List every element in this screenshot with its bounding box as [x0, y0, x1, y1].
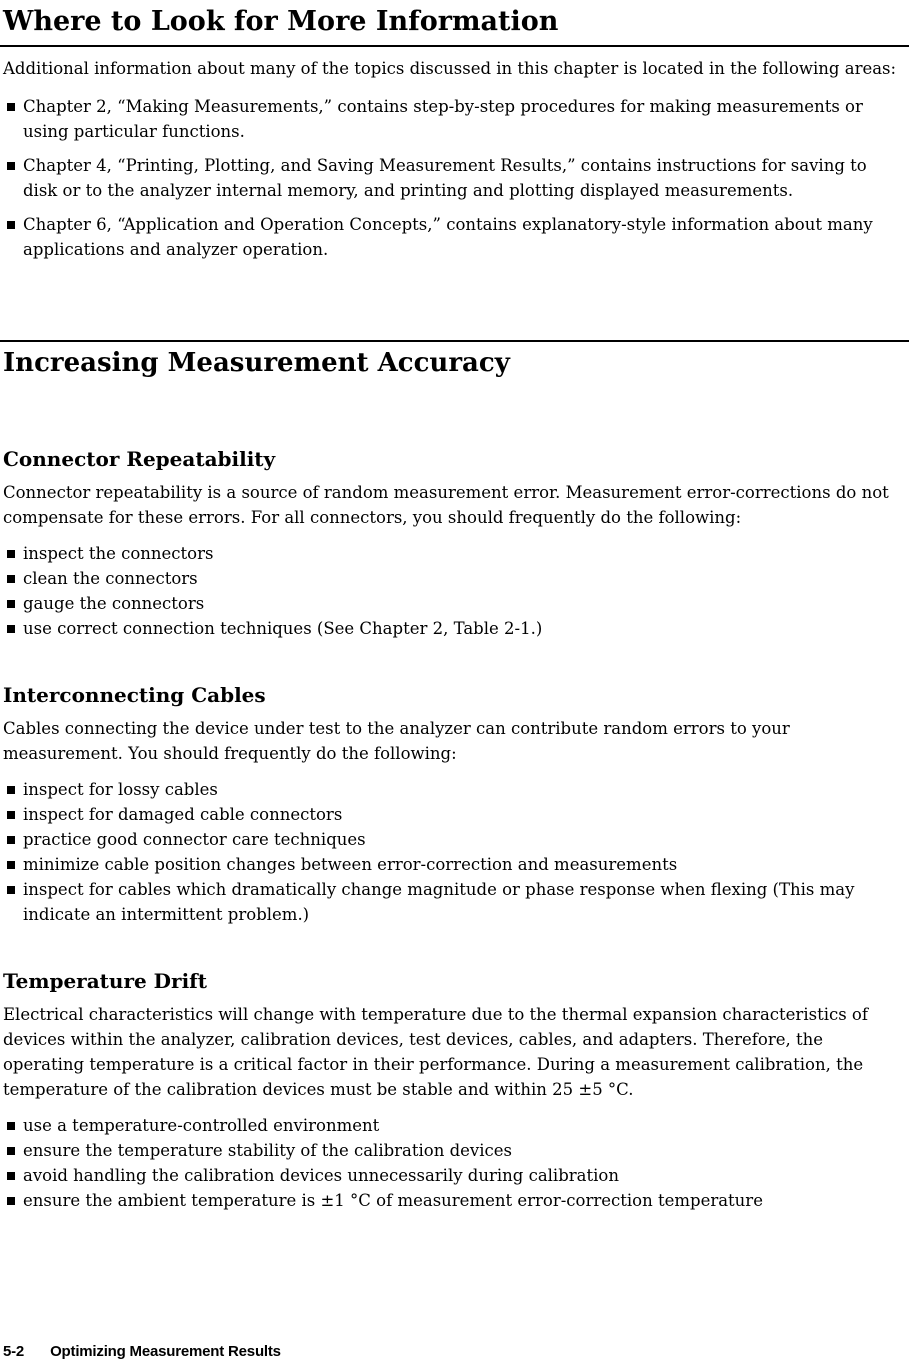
- page-title: Where to Look for More Information: [3, 6, 559, 37]
- section-title: Increasing Measurement Accuracy: [3, 348, 510, 378]
- list-item: [0, 153, 909, 203]
- list-item: [0, 777, 909, 802]
- list-item-text: clean the connectors: [23, 569, 198, 588]
- square-bullet-icon: [7, 550, 15, 558]
- list-item: [0, 1113, 909, 1138]
- square-bullet-icon: [7, 162, 15, 170]
- list-item: [0, 1163, 909, 1188]
- chapter-references-list: [0, 94, 909, 262]
- square-bullet-icon: [7, 1147, 15, 1155]
- list-item-text: Chapter 6, “Application and Operation Concepts,” contains explanatory-style information about many applications and analyzer operation.: [23, 215, 873, 259]
- list-item: [0, 1188, 909, 1213]
- list-item-text: gauge the connectors: [23, 594, 205, 613]
- square-bullet-icon: [7, 1122, 15, 1130]
- temperature-checklist: [0, 1113, 909, 1213]
- list-item: [0, 827, 909, 852]
- subsection-title-connector-repeatability: Connector Repeatability: [3, 447, 276, 471]
- temperature-paragraph: Electrical characteristics will change with temperature due to the thermal expansion characteristics of devices within the analyzer, calibration devices, test devices, cables, and adapters. Therefore, the operating temperature is a critical factor in their performance. During a measurement calibration, the temperature of the calibration devices must be stable and within 25 ±5 °C.: [3, 1005, 868, 1099]
- footer-page-number: 5-2: [3, 1343, 25, 1360]
- list-item: [0, 852, 909, 877]
- page-footer: [3, 1343, 281, 1361]
- square-bullet-icon: [7, 886, 15, 894]
- list-item: [0, 877, 909, 927]
- square-bullet-icon: [7, 1172, 15, 1180]
- list-item-text: inspect for cables which dramatically change magnitude or phase response when flexing (This may indicate an intermittent problem.): [23, 880, 855, 924]
- section-divider-rule: [0, 340, 909, 342]
- connector-checklist: [0, 541, 909, 641]
- list-item-text: avoid handling the calibration devices unnecessarily during calibration: [23, 1166, 619, 1185]
- list-item-text: ensure the temperature stability of the calibration devices: [23, 1141, 513, 1160]
- subsection-title-temperature-drift: Temperature Drift: [3, 969, 208, 993]
- connector-paragraph: Connector repeatability is a source of random measurement error. Measurement error-corrections do not compensate for these errors. For all connectors, you should frequently do the following:: [3, 483, 889, 527]
- list-item-text: inspect for damaged cable connectors: [23, 805, 343, 824]
- list-item: [0, 591, 909, 616]
- list-item-text: use correct connection techniques (See Chapter 2, Table 2-1.): [23, 619, 543, 638]
- cables-paragraph: Cables connecting the device under test to the analyzer can contribute random errors to your measurement. You should frequently do the following:: [3, 719, 790, 763]
- square-bullet-icon: [7, 103, 15, 111]
- list-item: [0, 566, 909, 591]
- list-item: [0, 1138, 909, 1163]
- title-rule: [0, 45, 909, 47]
- square-bullet-icon: [7, 861, 15, 869]
- list-item-text: inspect for lossy cables: [23, 780, 218, 799]
- square-bullet-icon: [7, 1197, 15, 1205]
- footer-chapter-title: Optimizing Measurement Results: [50, 1343, 281, 1360]
- list-item: [0, 212, 909, 262]
- list-item-text: minimize cable position changes between error-correction and measurements: [23, 855, 678, 874]
- square-bullet-icon: [7, 811, 15, 819]
- square-bullet-icon: [7, 786, 15, 794]
- cables-checklist: [0, 777, 909, 927]
- list-item-text: ensure the ambient temperature is ±1 °C of measurement error-correction temperature: [23, 1191, 763, 1210]
- list-item-text: use a temperature-controlled environment: [23, 1116, 380, 1135]
- list-item-text: Chapter 2, “Making Measurements,” contains step-by-step procedures for making measurements or using particular functions.: [23, 97, 863, 141]
- square-bullet-icon: [7, 575, 15, 583]
- list-item-text: practice good connector care techniques: [23, 830, 366, 849]
- list-item: [0, 802, 909, 827]
- square-bullet-icon: [7, 600, 15, 608]
- subsection-title-interconnecting-cables: Interconnecting Cables: [3, 683, 266, 707]
- list-item-text: Chapter 4, “Printing, Plotting, and Saving Measurement Results,” contains instructions for saving to disk or to the analyzer internal memory, and printing and plotting displayed measurements.: [23, 156, 867, 200]
- square-bullet-icon: [7, 625, 15, 633]
- list-item: [0, 616, 909, 641]
- list-item-text: inspect the connectors: [23, 544, 214, 563]
- square-bullet-icon: [7, 221, 15, 229]
- list-item: [0, 94, 909, 144]
- list-item: [0, 541, 909, 566]
- square-bullet-icon: [7, 836, 15, 844]
- intro-paragraph: Additional information about many of the topics discussed in this chapter is located in the following areas:: [3, 59, 897, 78]
